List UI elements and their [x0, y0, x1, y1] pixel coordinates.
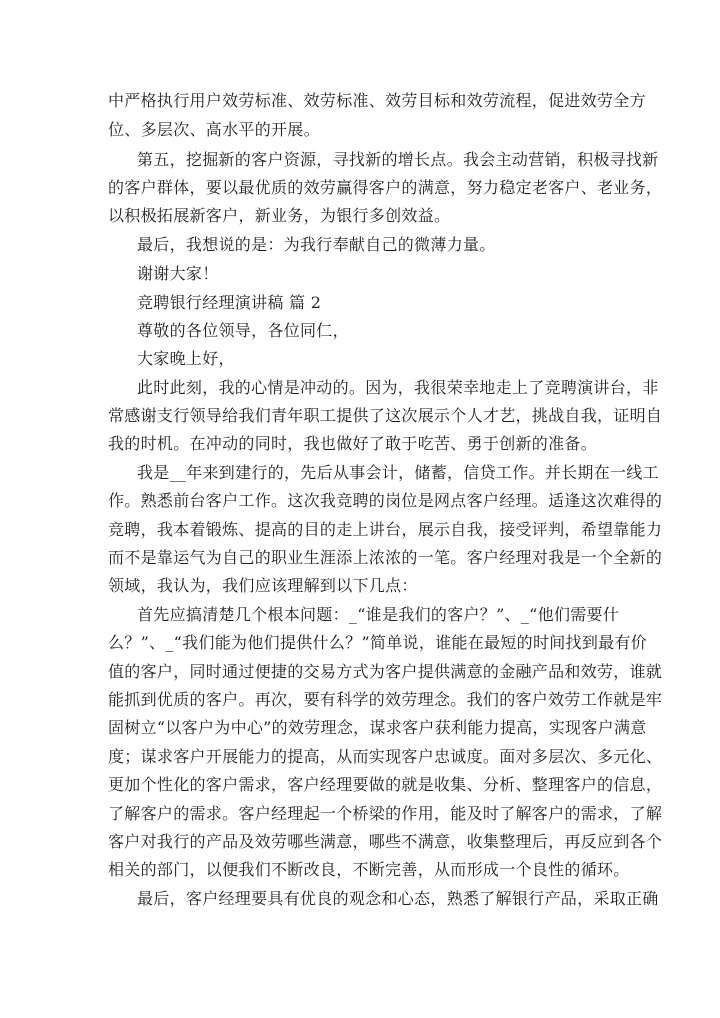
text-line: 领域，我认为，我们应该理解到以下几点：: [108, 576, 418, 595]
paragraph-first-line: 最后，客户经理要具有优良的观念和心态，熟悉了解银行产品，采取正确: [137, 889, 659, 908]
text-line: 能抓到优质的客户。再次，要有科学的效劳理念。我们的客户效劳工作就是牢: [108, 690, 663, 709]
text-line: 相关的部门，以便我们不断改良，不断完善，从而形成一个良性的循环。: [108, 860, 630, 879]
text-line: 以积极拓展新客户，新业务，为银行多创效益。: [108, 206, 451, 225]
text-line: 么？”、_“我们能为他们提供什么？”简单说，谁能在最短的时间找到最有价: [108, 633, 648, 652]
paragraph-first-line: 最后，我想说的是：为我行奉献自己的微薄力量。: [137, 235, 496, 254]
text-line: 客户对我行的产品及效劳哪些满意，哪些不满意，收集整理后，再反应到各个: [108, 832, 663, 851]
text-line: 竞聘，我本着锻炼、提高的目的走上讲台，展示自我，接受评判，希望靠能力: [108, 520, 663, 539]
greeting: 大家晚上好，: [137, 349, 235, 368]
text-line: 固树立“以客户为中心”的效劳理念，谋求客户获利能力提高，实现客户满意: [108, 718, 647, 737]
text-line: 而不是靠运气为自己的职业生涯添上浓浓的一笔。客户经理对我是一个全新的: [108, 548, 663, 567]
text-line: 中严格执行用户效劳标准、效劳标准、效劳目标和效劳流程，促进效劳全方: [108, 91, 646, 110]
text-line: 更加个性化的客户需求，客户经理要做的就是收集、分析、整理客户的信息，: [108, 775, 663, 794]
paragraph-first-line: 谢谢大家！: [137, 264, 219, 283]
text-line: 的客户群体，要以最优质的效劳赢得客户的满意，努力稳定老客户、老业务，: [108, 178, 663, 197]
text-line: 我的时机。在冲动的同时，我也做好了敢于吃苦、勇于创新的准备。: [108, 434, 598, 453]
text-line: 位、多层次、高水平的开展。: [108, 120, 320, 139]
text-line: 度；谋求客户开展能力的提高，从而实现客户忠诚度。面对多层次、多元化、: [108, 747, 663, 766]
text-line: 作。熟悉前台客户工作。这次我竞聘的岗位是网点客户经理。适逢这次难得的: [108, 491, 663, 510]
text-line: 值的客户，同时通过便捷的交易方式为客户提供满意的金融产品和效劳，谁就: [108, 662, 663, 681]
paragraph-first-line: 我是__年来到建行的，先后从事会计，储蓄，信贷工作。并长期在一线工: [137, 463, 659, 482]
paragraph-first-line: 首先应搞清楚几个根本问题：_“谁是我们的客户？”、_“他们需要什: [137, 605, 620, 624]
text-line: 了解客户的需求。客户经理起一个桥梁的作用，能及时了解客户的需求，了解: [108, 804, 663, 823]
paragraph-first-line: 此时此刻，我的心情是冲动的。因为，我很荣幸地走上了竞聘演讲台，非: [137, 378, 659, 397]
section-heading: 竞聘银行经理演讲稿 篇 2: [137, 293, 322, 312]
paragraph-first-line: 第五，挖掘新的客户资源，寻找新的增长点。我会主动营销，积极寻找新: [137, 150, 659, 169]
text-line: 常感谢支行领导给我们青年职工提供了这次展示个人才艺，挑战自我，证明自: [108, 406, 663, 425]
salutation: 尊敬的各位领导，各位同仁，: [137, 321, 349, 340]
